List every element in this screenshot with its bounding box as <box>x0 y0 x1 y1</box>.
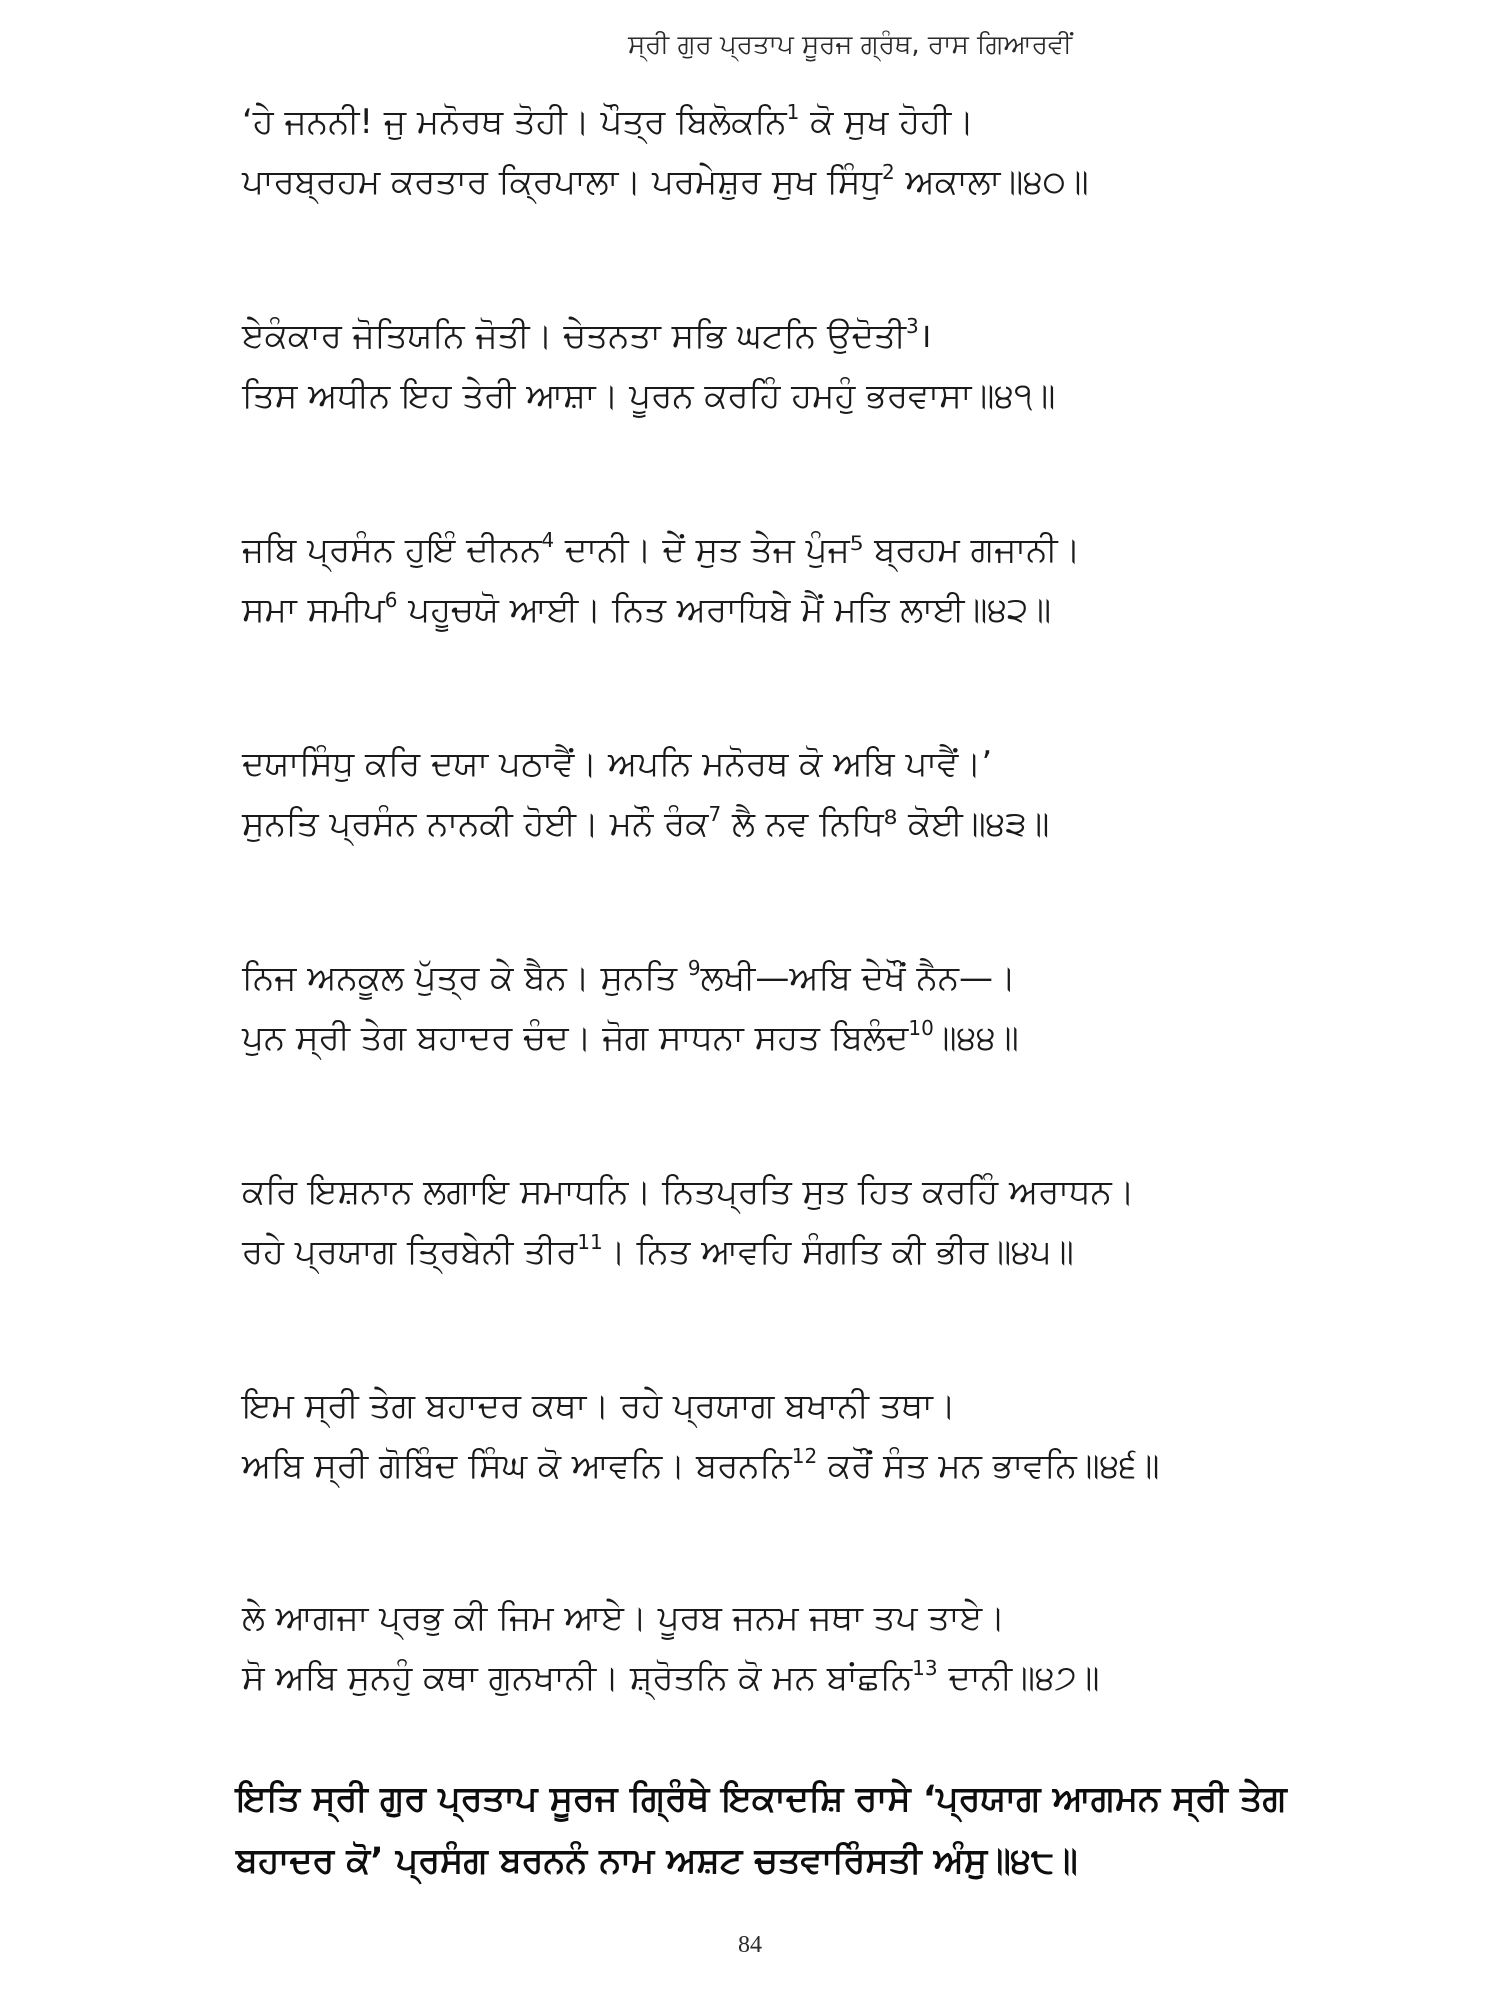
verse-line <box>242 794 1392 854</box>
footnote-marker: 3 <box>906 314 919 338</box>
running-header: ਸ੍ਰੀ ਗੁਰ ਪ੍ਰਤਾਪ ਸੂਰਜ ਗ੍ਰੰਥ, ਰਾਸ ਗਿਆਰਵੀਂ <box>627 30 1073 60</box>
footnote-marker: 1 <box>786 100 800 124</box>
verse-text: ਪਹੂਚਯੋ ਆਈ। ਨਿਤ ਅਰਾਧਿਬੇ ਮੈਂ ਮਤਿ ਲਾਈ॥੪੨॥ <box>397 590 1052 630</box>
verse-line <box>242 92 1392 152</box>
verse-text: ਨਿਜ ਅਨਕੂਲ ਪੁੱਤ੍ਰ ਕੇ ਬੈਨ। ਸੁਨਤਿ <box>242 958 688 998</box>
verse-text: ਕਰੌਂ ਸੰਤ ਮਨ ਭਾਵਨਿ॥੪੬॥ <box>817 1446 1160 1486</box>
verse-text: ‘ਹੇ ਜਨਨੀ! ਜੁ ਮਨੋਰਥ ਤੋਹੀ। ਪੌਤ੍ਰ ਬਿਲੋਕਨਿ <box>242 102 787 142</box>
verse-text: ਲੇ ਆਗਜਾ ਪ੍ਰਭੁ ਕੀ ਜਿਮ ਆਏ। ਪੂਰਬ ਜਨਮ ਜਥਾ ਤਪ ਤਾਏ। <box>242 1598 1006 1638</box>
stanza-40 <box>242 92 1392 212</box>
verse-line <box>242 306 1392 366</box>
verse-text: । ਨਿਤ ਆਵਹਿ ਸੰਗਤਿ ਕੀ ਭੀਰ॥੪੫॥ <box>602 1232 1074 1272</box>
footnote-marker: 13 <box>912 1656 938 1680</box>
stanza-41 <box>242 306 1392 426</box>
stanza-47 <box>242 1588 1392 1708</box>
footnote-marker: 4 <box>541 528 555 552</box>
verse-line <box>242 580 1392 640</box>
verse-text: ਦਾਨੀ। ਦੇਂ ਸੁਤ ਤੇਜ ਪੁੰਜ⁵ ਬ੍ਰਹਮ ਗਜਾਨੀ। <box>554 530 1081 570</box>
footnote-marker: 9 <box>687 956 701 980</box>
verse-line <box>242 1588 1392 1648</box>
verse-line <box>242 1376 1392 1436</box>
verse-text: ਇਮ ਸ੍ਰੀ ਤੇਗ ਬਹਾਦਰ ਕਥਾ। ਰਹੇ ਪ੍ਰਯਾਗ ਬਖਾਨੀ ਤਥਾ। <box>242 1386 956 1426</box>
colophon-line: ਬਹਾਦਰ ਕੋ’ ਪ੍ਰਸੰਗ ਬਰਨਨੰ ਨਾਮ ਅਸ਼ਟ ਚਤਵਾਰਿੰਸਤੀ ਅੰਸੁ॥੪੮॥ <box>236 1841 1078 1881</box>
verse-line <box>242 1648 1392 1708</box>
verse-line <box>242 366 1392 426</box>
verse-text: ਅਕਾਲਾ॥੪੦॥ <box>894 162 1089 202</box>
stanza-42 <box>242 520 1392 640</box>
stanza-44 <box>242 948 1392 1068</box>
verse-line <box>242 520 1392 580</box>
verse-text: । <box>918 316 932 356</box>
verse-text: ਦਾਨੀ॥੪੭॥ <box>937 1658 1100 1698</box>
verse-text: ਪਾਰਬ੍ਰਹਮ ਕਰਤਾਰ ਕ੍ਰਿਪਾਲਾ। ਪਰਮੇਸ਼ੁਰ ਸੁਖ ਸਿੰਧੁ <box>242 162 882 202</box>
colophon-line: ਇਤਿ ਸ੍ਰੀ ਗੁਰ ਪ੍ਰਤਾਪ ਸੂਰਜ ਗ੍ਰਿੰਥੇ ਇਕਾਦਸ਼ਿ ਰਾਸੇ ‘ਪ੍ਰਯਾਗ ਆਗਮਨ ਸ੍ਰੀ ਤੇਗ <box>236 1779 1287 1819</box>
verse-text: ਤਿਸ ਅਧੀਨ ਇਹ ਤੇਰੀ ਆਸ਼ਾ। ਪੂਰਨ ਕਰਹਿੰ ਹਮਹੁੰ ਭਰਵਾਸਾ॥੪੧॥ <box>242 376 1056 416</box>
verse-text: ॥੪੪॥ <box>933 1018 1019 1058</box>
verse-text: ਜਬਿ ਪ੍ਰਸੰਨ ਹੁਇੰ ਦੀਨਨ <box>242 530 542 570</box>
verse-line <box>242 1162 1392 1222</box>
footnote-marker: 7 <box>708 802 722 826</box>
verse-line <box>242 1436 1392 1496</box>
footnote-marker: 11 <box>577 1230 603 1254</box>
verse-text: ਸੋ ਅਬਿ ਸੁਨਹੁੰ ਕਥਾ ਗੁਨਖਾਨੀ। ਸ਼੍ਰੋਤਨਿ ਕੋ ਮਨ ਬਾਂਛਨਿ <box>242 1658 913 1698</box>
verse-line <box>242 1008 1392 1068</box>
page-number: 84 <box>738 1932 762 1958</box>
stanza-46 <box>242 1376 1392 1496</box>
verse-line <box>242 948 1392 1008</box>
verse-text: ਅਬਿ ਸ੍ਰੀ ਗੋਬਿੰਦ ਸਿੰਘ ਕੋ ਆਵਨਿ। ਬਰਨਨਿ <box>242 1446 792 1486</box>
stanza-43 <box>242 734 1392 854</box>
footnote-marker: 10 <box>908 1016 934 1040</box>
stanza-45 <box>242 1162 1392 1282</box>
verse-text: ਰਹੇ ਪ੍ਰਯਾਗ ਤ੍ਰਿਬੇਨੀ ਤੀਰ <box>242 1232 578 1272</box>
verse-line <box>242 734 1392 794</box>
verse-text: ਲੈ ਨਵ ਨਿਧਿ⁸ ਕੋਈ॥੪੩॥ <box>721 804 1050 844</box>
verse-text: ਸਮਾ ਸਮੀਪ <box>242 590 385 630</box>
footnote-marker: 6 <box>384 588 398 612</box>
verse-text: ਕਰਿ ਇਸ਼ਨਾਨ ਲਗਾਇ ਸਮਾਧਨਿ। ਨਿਤਪ੍ਰਤਿ ਸੁਤ ਹਿਤ ਕਰਹਿੰ ਅਰਾਧਨ। <box>242 1172 1135 1212</box>
footnote-marker: 2 <box>881 160 895 184</box>
verse-line <box>242 1222 1392 1282</box>
verse-text: ਸੁਨਤਿ ਪ੍ਰਸੰਨ ਨਾਨਕੀ ਹੋਈ। ਮਨੌ ਰੰਕ <box>242 804 709 844</box>
verse-line <box>242 152 1392 212</box>
chapter-colophon <box>236 1768 1416 1892</box>
verse-text: ਦਯਾਸਿੰਧੁ ਕਰਿ ਦਯਾ ਪਠਾਵੈਂ। ਅਪਨਿ ਮਨੋਰਥ ਕੋ ਅਬਿ ਪਾਵੈਂ।’ <box>242 744 993 784</box>
footnote-marker: 12 <box>791 1444 818 1468</box>
verse-text: ਪੁਨ ਸ੍ਰੀ ਤੇਗ ਬਹਾਦਰ ਚੰਦ। ਜੋਗ ਸਾਧਨਾ ਸਹਤ ਬਿਲੰਦ <box>242 1018 909 1058</box>
verse-text: ਏਕੰਕਾਰ ਜੋਤਿਯਨਿ ਜੋਤੀ। ਚੇਤਨਤਾ ਸਭਿ ਘਟਨਿ ਉਦੋਤੀ <box>242 316 907 356</box>
verse-text: ਕੋ ਸੁਖ ਹੋਹੀ। <box>799 102 975 142</box>
verse-text: ਲਖੀ—ਅਬਿ ਦੇਖੌਂ ਨੈਨ—। <box>700 958 1016 998</box>
